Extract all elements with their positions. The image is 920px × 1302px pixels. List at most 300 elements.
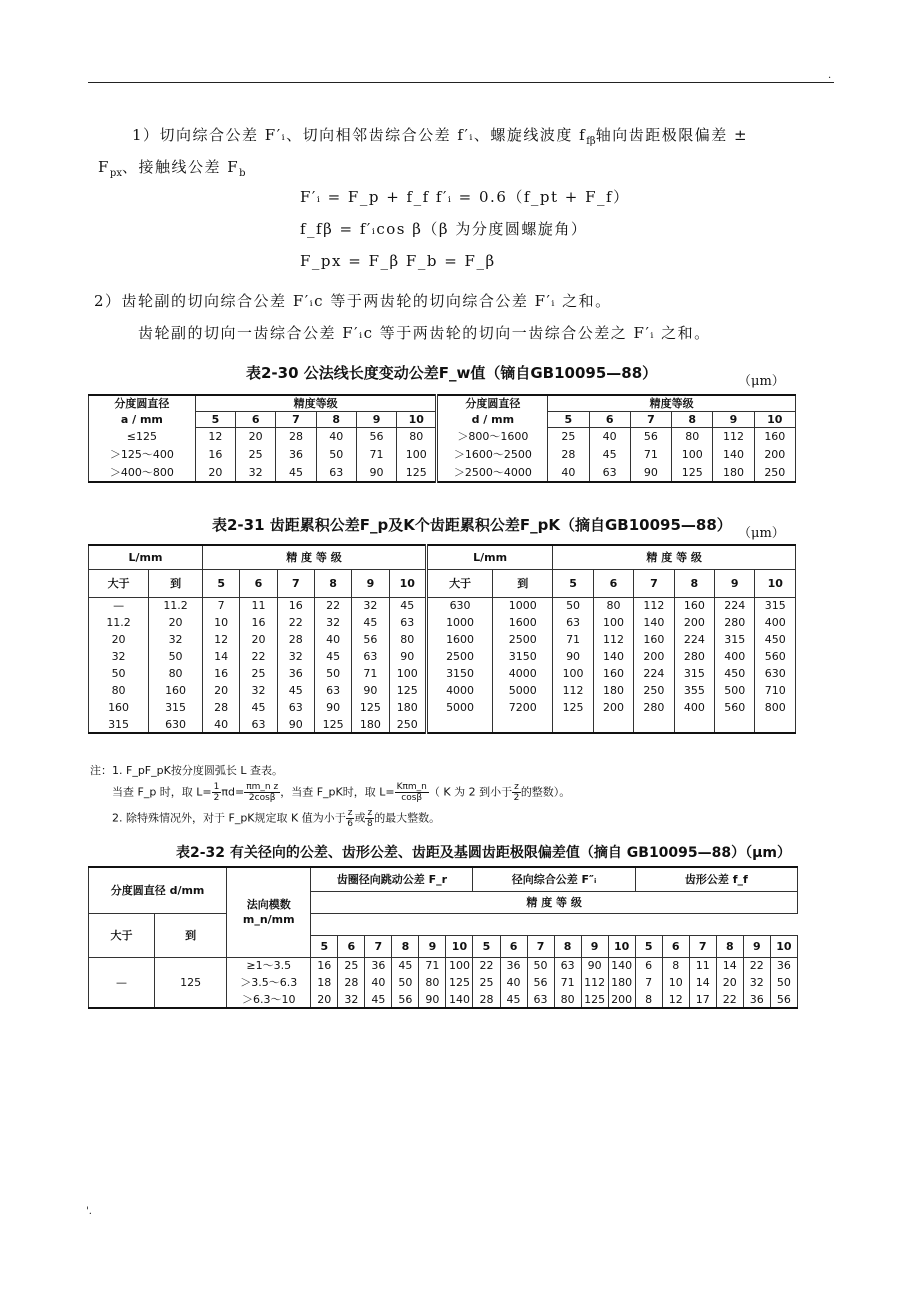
table-32 xyxy=(88,866,798,1009)
table-30-right-grade: 10 xyxy=(754,412,795,428)
table-cell xyxy=(715,716,755,733)
table-32-grade: 7 xyxy=(689,935,716,957)
table-cell: 250 xyxy=(389,716,426,733)
table-30-left-grade-label: 精度等级 xyxy=(195,395,437,412)
table-cell: ＞1600～2500 xyxy=(437,446,548,464)
table-row xyxy=(89,665,796,682)
table-cell: 50 xyxy=(527,957,554,974)
table-cell: 56 xyxy=(352,631,389,648)
table-32-grade: 6 xyxy=(662,935,689,957)
table-cell: 28 xyxy=(338,974,365,991)
table-30 xyxy=(88,394,796,483)
table-cell: 125 xyxy=(314,716,351,733)
table-31-left-grade-label: 精 度 等 级 xyxy=(203,545,427,569)
table-cell: ＞800～1600 xyxy=(437,428,548,446)
table-31-right-l-label: L/mm xyxy=(426,545,552,569)
table-cell xyxy=(755,716,796,733)
formula-3: F_px = F_β F_b = F_β xyxy=(300,252,496,270)
paragraph-1-line-2: $F_{px}$、接触线公差 $F_b$ xyxy=(98,158,246,179)
table-32-grade: 6 xyxy=(338,935,365,957)
table-cell: 20 xyxy=(311,991,338,1008)
table-31-right-grade-label: 精 度 等 级 xyxy=(553,545,796,569)
table-30-left-header-1: 分度圆直径 xyxy=(89,395,196,412)
table-cell: 125 xyxy=(446,974,473,991)
table-cell: 224 xyxy=(674,631,714,648)
table-cell: 22 xyxy=(314,597,351,614)
table-cell: 11.2 xyxy=(149,597,203,614)
table-cell: 40 xyxy=(548,464,589,482)
table-cell: 180 xyxy=(352,716,389,733)
table-31-left-grade: 9 xyxy=(352,569,389,597)
table-cell: 400 xyxy=(674,699,714,716)
table-cell: 140 xyxy=(446,991,473,1008)
table-cell: 80 xyxy=(672,428,713,446)
table-31-caption: 表2-31 齿距累积公差F_p及K个齿距累积公差F_pK（摘自GB10095—88） xyxy=(212,516,732,534)
table-cell: 90 xyxy=(553,648,593,665)
table-cell: 80 xyxy=(89,682,149,699)
table-cell: 200 xyxy=(754,446,795,464)
table-cell: 14 xyxy=(689,974,716,991)
table-cell: 160 xyxy=(634,631,674,648)
table-cell: 112 xyxy=(581,974,608,991)
table-cell: 16 xyxy=(195,446,235,464)
table-header-row xyxy=(89,545,796,569)
table-cell: 22 xyxy=(240,648,277,665)
table-cell: 180 xyxy=(389,699,426,716)
table-cell: 6 xyxy=(635,957,662,974)
table-cell: 28 xyxy=(203,699,240,716)
table-cell: 112 xyxy=(593,631,633,648)
table-cell: 36 xyxy=(276,446,316,464)
table-cell: 630 xyxy=(755,665,796,682)
table-row xyxy=(89,446,796,464)
table-cell: 250 xyxy=(634,682,674,699)
table-cell: 14 xyxy=(203,648,240,665)
table-31-left-l-label: L/mm xyxy=(89,545,203,569)
table-cell: 36 xyxy=(277,665,314,682)
table-cell: 140 xyxy=(608,957,635,974)
table-30-right-header-1: 分度圆直径 xyxy=(437,395,548,412)
table-cell: 560 xyxy=(715,699,755,716)
fraction: $\frac{z}{8}$ xyxy=(366,808,373,829)
table-31-unit: （μm） xyxy=(738,526,785,541)
table-cell: 63 xyxy=(553,614,593,631)
note-1: 注：1. F_pF_pK按分度圆弧长 L 查表。 xyxy=(90,764,283,777)
table-32-module-label xyxy=(227,867,311,957)
table-cell: 280 xyxy=(674,648,714,665)
table-cell: ＞6.3～10 xyxy=(227,991,311,1008)
table-cell: 20 xyxy=(240,631,277,648)
table-cell: 20 xyxy=(716,974,743,991)
table-cell: 40 xyxy=(500,974,527,991)
table-cell: 36 xyxy=(500,957,527,974)
table-cell xyxy=(493,716,553,733)
table-cell: 3150 xyxy=(493,648,553,665)
table-cell: 3150 xyxy=(426,665,492,682)
table-31-left-grade: 5 xyxy=(203,569,240,597)
table-30-right-grade: 9 xyxy=(713,412,754,428)
table-row xyxy=(89,648,796,665)
table-header-row xyxy=(89,867,798,891)
table-cell: 32 xyxy=(743,974,770,991)
table-32-grade-label: 精 度 等 级 xyxy=(311,891,798,913)
table-cell: 1000 xyxy=(426,614,492,631)
formula-2: f_fβ = f′ᵢcos β（β 为分度圆螺旋角） xyxy=(300,220,588,238)
page-footer-mark: '. xyxy=(86,1206,92,1217)
table-cell: 160 xyxy=(674,597,714,614)
table-cell: 280 xyxy=(634,699,674,716)
table-cell: 400 xyxy=(755,614,796,631)
table-cell: 125 xyxy=(553,699,593,716)
table-cell: 36 xyxy=(770,957,797,974)
table-cell: ＞3.5～6.3 xyxy=(227,974,311,991)
table-cell: 63 xyxy=(240,716,277,733)
table-cell: 8 xyxy=(662,957,689,974)
table-32-grade: 5 xyxy=(635,935,662,957)
table-cell: 12 xyxy=(203,631,240,648)
paragraph-3: 齿轮副的切向一齿综合公差 F′ᵢc 等于两齿轮的切向一齿综合公差之 F′ᵢ 之和。 xyxy=(138,324,711,342)
table-cell: 90 xyxy=(581,957,608,974)
table-cell: 112 xyxy=(634,597,674,614)
table-cell: 32 xyxy=(89,648,149,665)
table-cell: 20 xyxy=(203,682,240,699)
table-cell: 17 xyxy=(689,991,716,1008)
table-cell: 40 xyxy=(203,716,240,733)
table-cell: 315 xyxy=(715,631,755,648)
table-cell: 160 xyxy=(89,699,149,716)
fraction: $\frac{z}{6}$ xyxy=(347,808,353,829)
table-cell: 315 xyxy=(89,716,149,733)
table-cell: 20 xyxy=(89,631,149,648)
table-cell: 125 xyxy=(389,682,426,699)
table-cell: 7 xyxy=(635,974,662,991)
fraction: $\frac{1}{2}$ xyxy=(213,782,220,803)
table-31-left-grade: 6 xyxy=(240,569,277,597)
table-cell: 63 xyxy=(277,699,314,716)
table-cell: 32 xyxy=(236,464,276,482)
table-32-grade: 7 xyxy=(365,935,392,957)
table-31-right-grade: 10 xyxy=(755,569,796,597)
table-cell: 90 xyxy=(277,716,314,733)
table-cell: 200 xyxy=(634,648,674,665)
table-cell: 14 xyxy=(716,957,743,974)
table-32-grade: 8 xyxy=(554,935,581,957)
table-cell: 50 xyxy=(314,665,351,682)
table-30-right-grade: 6 xyxy=(589,412,630,428)
table-cell xyxy=(593,716,633,733)
table-cell: 32 xyxy=(338,991,365,1008)
table-cell: 7 xyxy=(203,597,240,614)
table-cell: 315 xyxy=(674,665,714,682)
table-cell: ＞400～800 xyxy=(89,464,196,482)
table-cell: 140 xyxy=(593,648,633,665)
table-cell: 400 xyxy=(715,648,755,665)
table-32-grade: 5 xyxy=(473,935,500,957)
table-cell: 140 xyxy=(634,614,674,631)
table-cell: 22 xyxy=(277,614,314,631)
table-cell: 125 xyxy=(581,991,608,1008)
table-cell: 800 xyxy=(755,699,796,716)
table-cell: 1600 xyxy=(426,631,492,648)
table-30-left-grade: 6 xyxy=(236,412,276,428)
table-30-right-grade: 5 xyxy=(548,412,589,428)
table-32-group-runout: 齿圈径向跳动公差 F_r xyxy=(311,867,473,891)
table-cell: 32 xyxy=(314,614,351,631)
table-cell: 12 xyxy=(195,428,235,446)
table-cell: 45 xyxy=(277,682,314,699)
table-cell: 355 xyxy=(674,682,714,699)
table-row xyxy=(89,614,796,631)
table-cell: 32 xyxy=(149,631,203,648)
table-cell: 32 xyxy=(240,682,277,699)
table-cell: 25 xyxy=(473,974,500,991)
table-32-grade: 9 xyxy=(581,935,608,957)
table-cell: 200 xyxy=(674,614,714,631)
table-31-right-grade: 7 xyxy=(634,569,674,597)
table-32-grade: 9 xyxy=(419,935,446,957)
table-30-right-header-2: d / mm xyxy=(437,412,548,428)
table-row xyxy=(89,682,796,699)
table-cell: 25 xyxy=(236,446,276,464)
table-cell: 450 xyxy=(715,665,755,682)
table-cell: 280 xyxy=(715,614,755,631)
table-cell: 12 xyxy=(662,991,689,1008)
table-cell: 25 xyxy=(338,957,365,974)
table-cell: 90 xyxy=(352,682,389,699)
table-cell: 45 xyxy=(240,699,277,716)
table-cell: 22 xyxy=(473,957,500,974)
fraction: $\frac{z}{2}$ xyxy=(513,782,520,803)
table-cell: 11 xyxy=(240,597,277,614)
table-cell: 40 xyxy=(314,631,351,648)
module-label-line-2: m_n/mm xyxy=(242,913,295,927)
table-cell xyxy=(553,716,593,733)
table-30-left-grade: 7 xyxy=(276,412,316,428)
table-row xyxy=(89,597,796,614)
table-cell: 25 xyxy=(240,665,277,682)
table-cell: 500 xyxy=(715,682,755,699)
table-cell: 56 xyxy=(392,991,419,1008)
table-cell: 71 xyxy=(630,446,671,464)
table-cell: 45 xyxy=(276,464,316,482)
table-cell: 4000 xyxy=(426,682,492,699)
table-cell: 180 xyxy=(713,464,754,482)
table-31-left-from: 大于 xyxy=(89,569,149,597)
table-cell: 20 xyxy=(195,464,235,482)
table-cell: 50 xyxy=(316,446,356,464)
table-cell: 125 xyxy=(397,464,437,482)
table-cell: 100 xyxy=(446,957,473,974)
table-cell: 80 xyxy=(397,428,437,446)
table-cell: 16 xyxy=(311,957,338,974)
table-30-right-grade: 7 xyxy=(630,412,671,428)
paragraph-1-line-1: 1）切向综合公差 F′ᵢ、切向相邻齿综合公差 f′ᵢ、螺旋线波度 $f_{f\beta}$轴向齿距极限偏差 ± xyxy=(132,126,749,147)
table-31-right-grade: 6 xyxy=(593,569,633,597)
table-cell: 80 xyxy=(389,631,426,648)
table-32-grade: 10 xyxy=(446,935,473,957)
table-cell: 63 xyxy=(527,991,554,1008)
table-cell: — xyxy=(89,597,149,614)
table-cell: 250 xyxy=(754,464,795,482)
table-30-caption: 表2-30 公法线长度变动公差F_w值（镝自GB10095—88） xyxy=(246,364,658,382)
table-cell: 28 xyxy=(473,991,500,1008)
table-cell: 45 xyxy=(352,614,389,631)
table-30-left-grade: 10 xyxy=(397,412,437,428)
table-32-d-label: 分度圆直径 d/mm xyxy=(89,867,227,913)
table-cell: 45 xyxy=(389,597,426,614)
table-32-group-profile: 齿形公差 f_f xyxy=(635,867,797,891)
table-cell: 45 xyxy=(589,446,630,464)
table-cell: 90 xyxy=(419,991,446,1008)
table-cell: 71 xyxy=(352,665,389,682)
table-cell: 224 xyxy=(715,597,755,614)
table-cell: 100 xyxy=(672,446,713,464)
table-31-left-grade: 8 xyxy=(314,569,351,597)
table-31-left-grade: 10 xyxy=(389,569,426,597)
table-cell: 10 xyxy=(203,614,240,631)
table-31-right-grade: 9 xyxy=(715,569,755,597)
table-cell: 56 xyxy=(630,428,671,446)
table-cell: 11 xyxy=(689,957,716,974)
table-cell: 100 xyxy=(397,446,437,464)
table-row xyxy=(89,957,798,974)
table-31-left-to: 到 xyxy=(149,569,203,597)
note-1-formula: 当查 F_p 时，取 L= $\frac{1}{2}$ πd= $\frac{\text{πm\_n z}}{2\cos\beta}$ ，当查 F_pK时，取 L= $\frac{\text{Kπm\_n}}{\cos\beta}$ （ K 为 2 到小于 $\frac{z}{2}$ 的整数）。 xyxy=(112,782,571,803)
table-cell: 40 xyxy=(365,974,392,991)
table-cell: 10 xyxy=(662,974,689,991)
table-cell: 63 xyxy=(389,614,426,631)
table-cell: 90 xyxy=(630,464,671,482)
table-cell: 560 xyxy=(755,648,796,665)
table-cell: 200 xyxy=(608,991,635,1008)
table-32-d-from: — xyxy=(89,957,155,1008)
table-cell: 100 xyxy=(553,665,593,682)
table-cell xyxy=(674,716,714,733)
table-cell: 16 xyxy=(240,614,277,631)
table-cell: 71 xyxy=(553,631,593,648)
table-cell: 160 xyxy=(593,665,633,682)
table-cell: 7200 xyxy=(493,699,553,716)
table-30-left-header-2: a / mm xyxy=(89,412,196,428)
table-cell: 32 xyxy=(277,648,314,665)
table-32-grade: 5 xyxy=(311,935,338,957)
note-2: 2. 除特殊情况外，对于 F_pK规定取 K 值为小于 $\frac{z}{6}$ 或 $\frac{z}{8}$ 的最大整数。 xyxy=(112,808,441,829)
table-cell: 80 xyxy=(149,665,203,682)
table-cell: 40 xyxy=(316,428,356,446)
table-cell: 2500 xyxy=(493,631,553,648)
fraction: $\frac{\text{Kπm\_n}}{\cos\beta}$ xyxy=(396,782,427,803)
table-cell: ≥1～3.5 xyxy=(227,957,311,974)
table-32-grade: 8 xyxy=(716,935,743,957)
table-31-left-grade: 7 xyxy=(277,569,314,597)
table-cell: ≤125 xyxy=(89,428,196,446)
table-32-d-to: 125 xyxy=(155,957,227,1008)
table-cell: 16 xyxy=(277,597,314,614)
table-cell: 315 xyxy=(149,699,203,716)
table-cell: 11.2 xyxy=(89,614,149,631)
table-32-from: 大于 xyxy=(89,913,155,957)
table-31-right-to: 到 xyxy=(493,569,553,597)
table-row xyxy=(89,631,796,648)
table-cell: 90 xyxy=(356,464,396,482)
table-31-right-from: 大于 xyxy=(426,569,492,597)
table-cell: 22 xyxy=(716,991,743,1008)
table-cell: 50 xyxy=(149,648,203,665)
table-cell: 90 xyxy=(389,648,426,665)
table-cell: 45 xyxy=(365,991,392,1008)
table-32-grade: 9 xyxy=(743,935,770,957)
table-cell: 80 xyxy=(419,974,446,991)
table-cell: 80 xyxy=(593,597,633,614)
table-cell: 710 xyxy=(755,682,796,699)
table-cell: 180 xyxy=(593,682,633,699)
table-cell: 160 xyxy=(149,682,203,699)
table-31-right-grade: 8 xyxy=(674,569,714,597)
table-cell: 90 xyxy=(314,699,351,716)
table-cell: 100 xyxy=(593,614,633,631)
table-cell: 125 xyxy=(352,699,389,716)
table-cell: 63 xyxy=(554,957,581,974)
table-cell: 28 xyxy=(276,428,316,446)
table-cell: 32 xyxy=(352,597,389,614)
table-cell: 5000 xyxy=(426,699,492,716)
formula-1: F′ᵢ = F_p + f_f f′ᵢ = 0.6（f_pt + F_f） xyxy=(300,188,630,206)
table-cell: 125 xyxy=(672,464,713,482)
table-cell: 63 xyxy=(316,464,356,482)
table-32-group-radial: 径向综合公差 F″ᵢ xyxy=(473,867,635,891)
table-row xyxy=(89,428,796,446)
page-corner-mark: . xyxy=(828,70,832,81)
table-cell: 315 xyxy=(755,597,796,614)
table-32-grade: 10 xyxy=(608,935,635,957)
table-cell: 180 xyxy=(608,974,635,991)
table-cell: 63 xyxy=(314,682,351,699)
table-cell: 50 xyxy=(392,974,419,991)
table-31 xyxy=(88,544,796,734)
table-row xyxy=(89,699,796,716)
table-cell: 45 xyxy=(314,648,351,665)
table-cell: 630 xyxy=(149,716,203,733)
table-cell: 140 xyxy=(713,446,754,464)
table-30-right-grade-label: 精度等级 xyxy=(548,395,796,412)
table-cell: 50 xyxy=(553,597,593,614)
table-cell: 5000 xyxy=(493,682,553,699)
table-cell: 18 xyxy=(311,974,338,991)
table-cell: 71 xyxy=(554,974,581,991)
table-30-unit: （μm） xyxy=(738,374,785,389)
table-32-to: 到 xyxy=(155,913,227,957)
table-cell: 20 xyxy=(236,428,276,446)
table-cell: 56 xyxy=(527,974,554,991)
table-row xyxy=(89,716,796,733)
table-cell: 112 xyxy=(713,428,754,446)
table-cell: 8 xyxy=(635,991,662,1008)
table-cell: 200 xyxy=(593,699,633,716)
table-cell: 50 xyxy=(89,665,149,682)
table-cell: 56 xyxy=(356,428,396,446)
table-cell: 36 xyxy=(743,991,770,1008)
table-30-right-grade: 8 xyxy=(672,412,713,428)
table-cell: 63 xyxy=(589,464,630,482)
table-cell: 100 xyxy=(389,665,426,682)
table-cell: 1000 xyxy=(493,597,553,614)
table-cell: 22 xyxy=(743,957,770,974)
module-label-line-1: 法向模数 xyxy=(246,898,291,912)
table-cell xyxy=(426,716,492,733)
table-cell: 28 xyxy=(548,446,589,464)
table-header-row xyxy=(89,569,796,597)
table-cell: 112 xyxy=(553,682,593,699)
